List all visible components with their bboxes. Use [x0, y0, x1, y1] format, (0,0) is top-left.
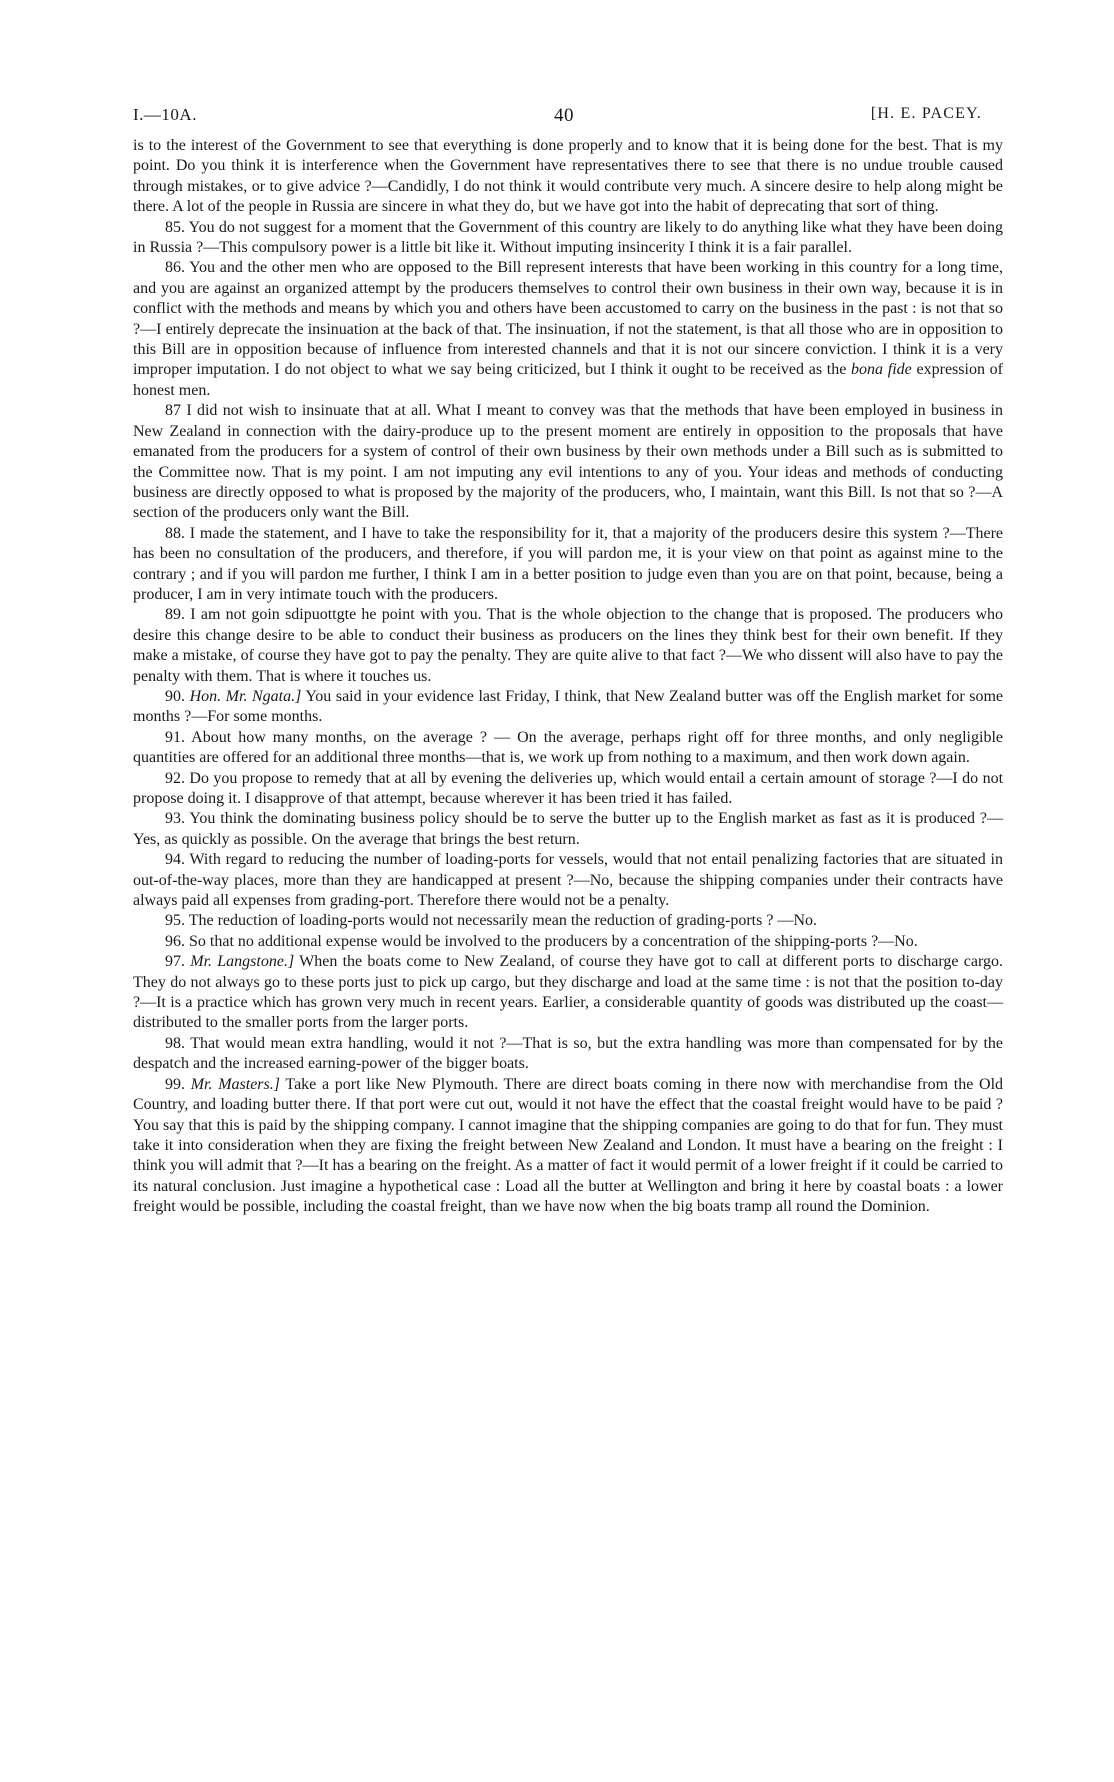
- question-96: [133, 932, 1003, 952]
- question-number: 89.: [165, 606, 185, 624]
- question-number: 94.: [165, 851, 185, 869]
- question-text: Take a port like New Plymouth. There are direct boats coming in there now with merchandise from the Old Country, and loading butter there. If that port were cut out, would it not have the effect that the coastal freight would have to be paid ? You say that this is paid by the shipping company. I cannot imagine that the shipping companies are going to do that for fun. They must take it into consideration when they are fixing the freight between New Zealand and London. It must have a bearing on the freight : I think you will admit that ?—It has a bearing on the freight. As a matter of fact it would permit of a lower freight if it could be carried to its natural conclusion. Just imagine a hypothetical case : Load all the butter at Wellington and bring it here by coastal boats : a lower freight would be possible, including the coastal freight, than we have now when the big boats tramp all round the Dominion.: [133, 1075, 1004, 1216]
- question-89: [133, 605, 1003, 687]
- speaker-name: Mr. Langstone.]: [190, 953, 295, 971]
- question-text-tail: expression of honest men.: [133, 361, 1003, 399]
- question-88: [133, 524, 1003, 606]
- question-text: I am not goin sdipuottgte he point with you. That is the whole objection to the change that is proposed. The producers who desire this change desire to be able to conduct their business as producers on the lines they think best for their own benefit. If they make a mistake, of course they have got to pay the penalty. They are quite alive to that fact ?—We who dissent will also have to pay the penalty with them. That is where it touches us.: [133, 606, 1004, 685]
- document-body: [133, 136, 1003, 1218]
- question-text: When the boats come to New Zealand, of course they have got to call at different ports to discharge cargo. They do not always go to these ports just to pick up cargo, but they discharge and load at the same time : is not that the position to-day ?—It is a practice which has grown very much in recent years. Earlier, a considerable quantity of goods was distributed up the coast—distributed to the smaller ports from the larger ports.: [133, 953, 1004, 1032]
- question-text: I did not wish to insinuate that at all. What I meant to convey was that the methods that have been employed in business in New Zealand in connection with the dairy-produce up to the present moment are entirely in opposition to the proposals that have emanated from the producers for a system of control of their own business by their own methods under a Bill such as is submitted to the Committee now. That is my point. I am not imputing any evil intentions to any of you. Your ideas and methods of conducting business are directly opposed to what is proposed by the majority of the producers, who, I maintain, want this Bill. Is not that so ?—A section of the producers only want the Bill.: [133, 402, 1003, 522]
- question-text: About how many months, on the average ? — On the average, perhaps right off for three months, and only negligible quantities are offered for an additional three months—that is, we work up from nothing to a maximum, and then work down again.: [133, 728, 1003, 767]
- speaker-name: Hon. Mr. Ngata.]: [189, 687, 302, 705]
- question-number: 88.: [165, 524, 185, 542]
- question-90: [133, 687, 1003, 728]
- page-number: 40: [554, 105, 574, 126]
- question-text: You think the dominating business policy should be to serve the butter up to the English market as fast as it is produced ?—Yes, as quickly as possible. On the average that brings the best return.: [133, 810, 1004, 848]
- question-97: [133, 952, 1003, 1034]
- question-text: You and the other men who are opposed to the Bill represent interests that have been working in this country for a long time, and you are against an organized attempt by the producers themselves to control their own business in their own way, because it is in conflict with the methods and means by which you and others have been accustomed to carry on the business in the past : is not that so ?—I entirely deprecate the insinuation at the back of that. The insinuation, if not the statement, is that all those who are in opposition to this Bill are in opposition because of influence from interested channels and that it is not our sincere conviction. I think it is a very improper imputation. I do not object to what we say being criticized, but I think it ought to be received as the: [133, 259, 1003, 379]
- question-text: So that no additional expense would be involved to the producers by a concentration of the shipping-ports ?—No.: [189, 932, 918, 950]
- question-91: [133, 728, 1003, 769]
- question-99: [133, 1075, 1003, 1218]
- header-witness: [H. E. PACEY.: [870, 105, 982, 122]
- header-reference: I.—10A.: [133, 105, 197, 124]
- question-number: 91.: [165, 728, 185, 746]
- paragraph-text: is to the interest of the Government to see that everything is done properly and to know that it is being done for the best. That is my point. Do you think it is interference when the Government have representatives there to see that there is no undue trouble caused through mistakes, or to give advice ?—Candidly, I do not think it would contribute very much. A sincere desire to help along might be there. A lot of the people in Russia are sincere in what they do, but we have got into the habit of deprecating that sort of thing.: [133, 137, 1003, 216]
- question-number: 92.: [165, 769, 185, 787]
- italic-phrase: bona fide: [851, 361, 912, 379]
- question-86: [133, 258, 1003, 401]
- question-number: 99.: [165, 1075, 185, 1093]
- question-text: You said in your evidence last Friday, I think, that New Zealand butter was off the English market for some months ?—For some months.: [133, 687, 1004, 726]
- question-number: 97.: [165, 953, 185, 971]
- question-number: 90.: [165, 687, 185, 705]
- question-93: [133, 809, 1003, 850]
- question-92: [133, 769, 1003, 810]
- question-number: 96.: [165, 932, 185, 950]
- question-94: [133, 850, 1003, 911]
- question-98: [133, 1034, 1003, 1075]
- question-text: The reduction of loading-ports would not necessarily mean the reduction of grading-ports ? —No.: [188, 912, 817, 930]
- question-text: I made the statement, and I have to take the responsibility for it, that a majority of the producers desire this system ?—There has been no consultation of the producers, and therefore, if you will pardon me, it is your view on that point as against mine to the contrary ; and if you will pardon me further, I think I am in a better position to judge even than you are on that point, because, being a producer, I am in very intimate touch with the producers.: [133, 524, 1004, 603]
- speaker-name: Mr. Masters.]: [190, 1075, 280, 1093]
- question-number: 87: [165, 402, 181, 420]
- paragraph-continued: [133, 136, 1003, 218]
- question-95: [133, 911, 1003, 931]
- question-number: 85.: [165, 218, 185, 236]
- question-text: You do not suggest for a moment that the Government of this country are likely to do anything like what they have been doing in Russia ?—This compulsory power is a little bit like it. Without imputing insincerity I think it is a fair parallel.: [133, 218, 1004, 257]
- question-number: 98.: [165, 1034, 185, 1052]
- question-number: 86.: [165, 259, 185, 277]
- question-text: Do you propose to remedy that at all by evening the deliveries up, which would entail a certain amount of storage ?—I do not propose doing it. I disapprove of that attempt, because wherever it has been tried it has failed.: [133, 769, 1004, 807]
- question-number: 93.: [165, 810, 185, 828]
- question-number: 95.: [165, 912, 185, 930]
- question-87: [133, 401, 1003, 523]
- question-text: That would mean extra handling, would it not ?—That is so, but the extra handling was more than compensated for by the despatch and the increased earning-power of the bigger boats.: [133, 1034, 1003, 1073]
- question-text: With regard to reducing the number of loading-ports for vessels, would that not entail penalizing factories that are situated in out-of-the-way places, more than they are handicapped at present ?—No, because the shipping companies under their contracts have always paid all expenses from grading-port. Therefore there would not be a penalty.: [133, 851, 1003, 910]
- question-85: [133, 218, 1003, 259]
